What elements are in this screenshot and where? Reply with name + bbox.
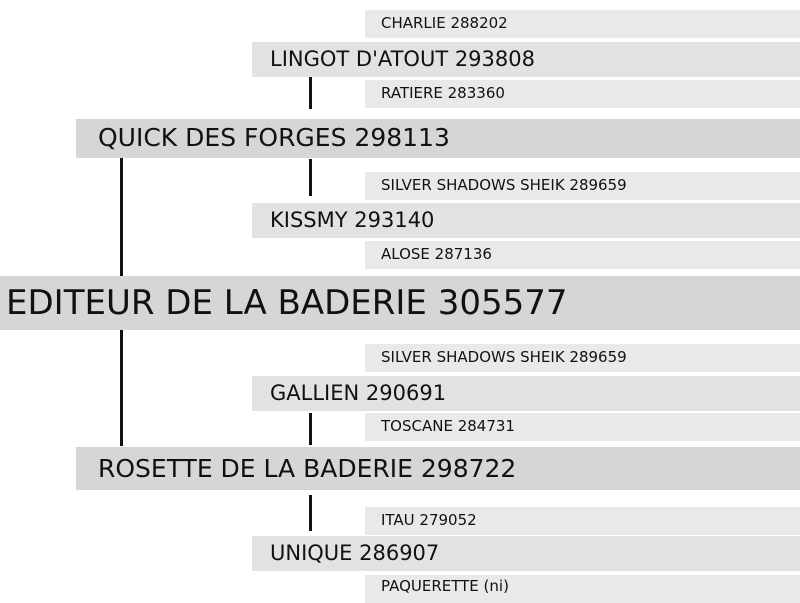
ancestor-sdd bbox=[365, 241, 800, 269]
ancestor-ddd bbox=[365, 575, 800, 603]
ancestor-sss bbox=[365, 10, 800, 38]
ancestor-name: KISSMY 293140 bbox=[270, 208, 435, 232]
sire-bar bbox=[76, 119, 800, 158]
ancestor-name: GALLIEN 290691 bbox=[270, 381, 447, 405]
ancestor-sd bbox=[252, 203, 800, 238]
subject-bar bbox=[0, 276, 800, 330]
ancestor-name: LINGOT D'ATOUT 293808 bbox=[270, 47, 535, 71]
ancestor-dd bbox=[252, 536, 800, 571]
ancestor-name: RATIERE 283360 bbox=[381, 84, 505, 102]
subject-name: EDITEUR DE LA BADERIE 305577 bbox=[6, 283, 568, 323]
ancestor-name: ALOSE 287136 bbox=[381, 245, 492, 263]
ancestor-name: TOSCANE 284731 bbox=[381, 417, 515, 435]
connector-line-subject-dam bbox=[120, 330, 123, 446]
ancestor-ss bbox=[252, 42, 800, 77]
ancestor-name: SILVER SHADOWS SHEIK 289659 bbox=[381, 348, 627, 366]
ancestor-name: CHARLIE 288202 bbox=[381, 14, 508, 32]
sire-name: QUICK DES FORGES 298113 bbox=[98, 123, 450, 152]
connector-line-dam-sire bbox=[309, 413, 312, 445]
dam-name: ROSETTE DE LA BADERIE 298722 bbox=[98, 454, 517, 483]
ancestor-name: SILVER SHADOWS SHEIK 289659 bbox=[381, 176, 627, 194]
connector-line-sire-dam bbox=[309, 159, 312, 196]
connector-line-subject-sire bbox=[120, 158, 123, 276]
ancestor-dds bbox=[365, 507, 800, 535]
ancestor-sds bbox=[365, 172, 800, 200]
dam-bar bbox=[76, 447, 800, 490]
ancestor-ssd bbox=[365, 80, 800, 108]
ancestor-dss bbox=[365, 344, 800, 372]
ancestor-name: ITAU 279052 bbox=[381, 511, 477, 529]
ancestor-name: UNIQUE 286907 bbox=[270, 541, 440, 565]
connector-line-dam-dam bbox=[309, 495, 312, 531]
ancestor-dsd bbox=[365, 413, 800, 441]
ancestor-ds bbox=[252, 376, 800, 411]
connector-line-sire-sire bbox=[309, 77, 312, 109]
ancestor-name: PAQUERETTE (ni) bbox=[381, 577, 509, 595]
